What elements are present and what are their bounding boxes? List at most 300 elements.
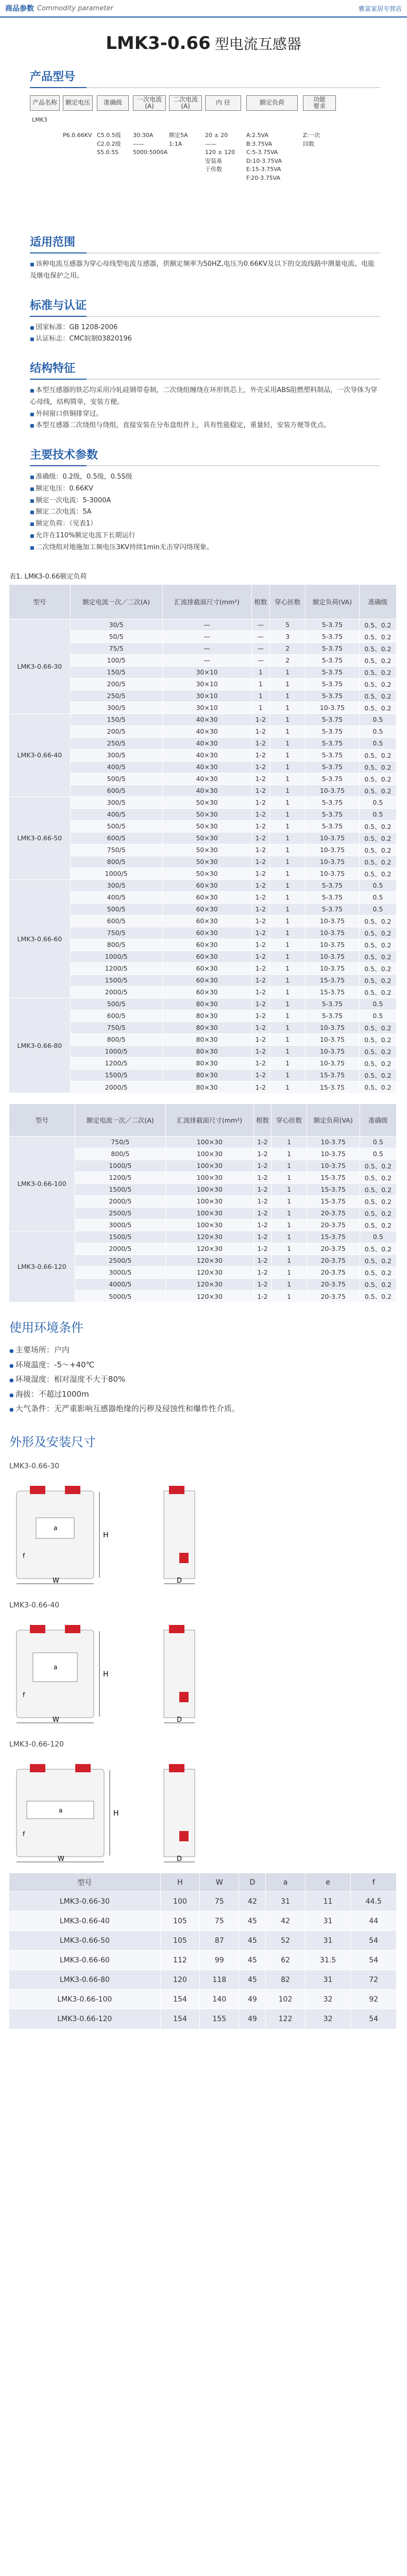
top-bar — [0, 0, 407, 18]
table-cell: 0.5、0.2 — [359, 654, 396, 666]
table-cell: 100×30 — [165, 1172, 253, 1183]
table-cell: 0.5、0.2 — [360, 1219, 396, 1231]
table-cell: 60×30 — [162, 879, 251, 891]
table-cell: 5-3.75 — [306, 1010, 360, 1022]
table-cell: 1500/5 — [70, 1069, 162, 1081]
table-cell: 30×10 — [162, 690, 251, 702]
table-cell: 5-3.75 — [306, 773, 360, 785]
table-row — [9, 1951, 397, 1970]
table-row — [9, 1990, 397, 2009]
table-cell: 5-3.75 — [306, 631, 360, 642]
table-cell: 1 — [269, 868, 305, 879]
table-cell: 1-2 — [251, 749, 269, 761]
table-cell: 1 — [269, 998, 305, 1010]
table-cell: 30×10 — [162, 666, 251, 678]
drawing-40 — [9, 1620, 397, 1728]
table-header: 型号 — [9, 1873, 160, 1892]
tech-item: ■ 额定电压：0.66KV — [30, 483, 380, 495]
table-cell: 1000/5 — [70, 951, 162, 962]
table-cell: 32 — [305, 2009, 351, 2029]
table-cell: 1 — [251, 702, 269, 714]
table-cell: 1-2 — [253, 1255, 272, 1266]
table-cell: 1-2 — [253, 1266, 272, 1278]
table-cell: 1 — [269, 962, 305, 974]
heading-env: 使用环境条件 — [9, 1320, 83, 1335]
table1-caption: 表1. LMK3-0.66额定负荷 — [9, 573, 87, 581]
table-cell: 40×30 — [162, 785, 251, 796]
tech-item: ■ 额定二次电流：5A — [30, 506, 380, 518]
table-cell: 0.5、0.2 — [359, 962, 396, 974]
table-cell: 1 — [269, 939, 305, 951]
table-cell: 15-3.75 — [306, 974, 360, 986]
table-cell: 400/5 — [70, 891, 162, 903]
table-cell: 0.5、0.2 — [359, 974, 396, 986]
table-cell: 1-2 — [251, 725, 269, 737]
table-cell: 1 — [269, 678, 305, 690]
table-cell: 200/5 — [70, 725, 162, 737]
table-cell: 0.5、0.2 — [359, 1069, 396, 1081]
table-cell: 118 — [200, 1970, 239, 1990]
table-header: 额定负荷(VA) — [306, 585, 360, 619]
model-cell: LMK3-0.66-80 — [9, 998, 70, 1093]
table-cell: 0.5、0.2 — [359, 702, 396, 714]
table-cell: 5-3.75 — [306, 678, 360, 690]
table-header: 准确级 — [360, 1104, 396, 1136]
table-row — [9, 619, 397, 631]
model-cell: LMK3-0.66-120 — [9, 1231, 75, 1302]
table-cell: 0.5、0.2 — [359, 773, 396, 785]
model-value-4: 额定5A 1:1A — [169, 132, 188, 147]
table-cell: 0.5、0.2 — [359, 1022, 396, 1033]
table-cell: 1 — [272, 1172, 307, 1183]
table-cell: 40×30 — [162, 749, 251, 761]
table-cell: 800/5 — [70, 1033, 162, 1045]
table-cell: 1 — [251, 678, 269, 690]
table-cell: 40×30 — [162, 761, 251, 773]
table-cell: 2500/5 — [75, 1255, 165, 1266]
table-cell: 1000/5 — [70, 868, 162, 879]
table-cell: 1 — [272, 1255, 307, 1266]
table-cell: 100×30 — [165, 1207, 253, 1219]
table-cell: 0.5、0.2 — [359, 749, 396, 761]
table-cell: 10-3.75 — [306, 915, 360, 927]
table-header: 型号 — [9, 585, 70, 619]
table-cell: 1-2 — [251, 796, 269, 808]
table-cell: 60×30 — [162, 986, 251, 998]
table-cell: 1-2 — [251, 962, 269, 974]
table-cell: 10-3.75 — [306, 1022, 360, 1033]
table-cell: 10-3.75 — [306, 832, 360, 844]
label-f: f — [23, 1830, 25, 1838]
table-header: e — [305, 1873, 351, 1892]
table-cell: 50×30 — [162, 820, 251, 832]
table-cell: 500/5 — [70, 998, 162, 1010]
table-cell: 5-3.75 — [306, 725, 360, 737]
table-cell: 1500/5 — [75, 1183, 165, 1195]
table-cell: 1 — [269, 891, 305, 903]
model-box-2: 准确级 — [97, 95, 129, 111]
table-cell: 1-2 — [251, 939, 269, 951]
model-cell: LMK3-0.66-60 — [9, 879, 70, 998]
model-value-2: C5.0.5级 C2.0.2级 S5.0.5S — [97, 132, 121, 156]
table-cell: — — [162, 631, 251, 642]
table-cell: 1-2 — [251, 820, 269, 832]
table-cell: 600/5 — [70, 1010, 162, 1022]
table-cell: 1000/5 — [75, 1160, 165, 1172]
table-header: W — [200, 1873, 239, 1892]
table-cell: 0.5、0.2 — [360, 1207, 396, 1219]
table-cell: 2000/5 — [70, 986, 162, 998]
table-row — [9, 1231, 397, 1243]
table-cell: 1-2 — [251, 927, 269, 939]
table-cell: 1 — [272, 1207, 307, 1219]
figure-120 — [9, 1759, 397, 1867]
table-cell: 1 — [272, 1148, 307, 1160]
table-header: 穿心匝数 — [269, 585, 305, 619]
label-D: D — [177, 1577, 182, 1585]
figure-30 — [9, 1481, 397, 1589]
scope-item: ■ 该种电流互感器为穿心母线型电流互感器，供额定频率为50HZ,电压为0.66KV及以下的交流线路中测量电流、电能及继电保护之用。 — [30, 259, 380, 282]
table-cell: 10-3.75 — [306, 844, 360, 856]
table-cell: 150/5 — [70, 714, 162, 725]
table-cell: 44.5 — [351, 1892, 397, 1911]
table-cell: 800/5 — [70, 939, 162, 951]
table-cell: 10-3.75 — [306, 868, 360, 879]
table-cell: 1 — [269, 773, 305, 785]
table-cell: 1 — [269, 986, 305, 998]
table-cell: 1 — [251, 666, 269, 678]
table-header: 汇流排截面尺寸(mm²) — [165, 1104, 253, 1136]
table-cell: 100 — [160, 1892, 199, 1911]
env-list — [9, 1343, 407, 1416]
table-header: 额定电流一次／二次(A) — [75, 1104, 165, 1136]
table-cell: 0.5、0.2 — [360, 1160, 396, 1172]
label-H: H — [103, 1670, 109, 1679]
table-cell: 10-3.75 — [306, 927, 360, 939]
table-cell: 0.5、0.2 — [359, 927, 396, 939]
model-cell: LMK3-0.66-30 — [9, 619, 70, 714]
rated-load-table — [9, 585, 397, 1093]
table-header: 根数 — [251, 585, 269, 619]
table-cell: 1-2 — [253, 1195, 272, 1207]
table-cell: 80×30 — [162, 1033, 251, 1045]
table-cell: 10-3.75 — [306, 939, 360, 951]
table-cell: 1 — [269, 915, 305, 927]
table-cell: 100×30 — [165, 1160, 253, 1172]
tech-item: ■ 二次绕组对地施加工频电压3KV持续1min无击穿闪络现象。 — [30, 542, 380, 554]
table-cell: 0.5、0.2 — [359, 1045, 396, 1057]
table-cell: 99 — [200, 1951, 239, 1970]
table-cell: 1 — [269, 820, 305, 832]
table-cell: 0.5 — [359, 725, 396, 737]
standard-list — [30, 322, 380, 346]
front-view-30 — [16, 1486, 109, 1585]
table-cell: 120×30 — [165, 1243, 253, 1255]
table-cell: 45 — [239, 1911, 266, 1931]
table-cell: 0.5 — [360, 1148, 396, 1160]
table-cell: 1-2 — [251, 1069, 269, 1081]
table-cell: 140 — [200, 1990, 239, 2009]
table-cell: 1-2 — [253, 1172, 272, 1183]
table-cell: 0.5、0.2 — [359, 820, 396, 832]
dim-model-label-3: LMK3-0.66-120 — [9, 1740, 64, 1749]
table-cell: 20-3.75 — [307, 1207, 360, 1219]
table-cell: 1 — [269, 785, 305, 796]
table-cell: 1 — [269, 761, 305, 773]
table-cell: LMK3-0.66-80 — [9, 1970, 160, 1990]
table-cell: 1 — [269, 1081, 305, 1093]
table-cell: 1 — [269, 725, 305, 737]
table-cell: 1 — [269, 714, 305, 725]
figure-40 — [9, 1620, 397, 1728]
table-row — [9, 796, 397, 808]
table-cell: 0.5 — [359, 796, 396, 808]
table-cell: 105 — [160, 1911, 199, 1931]
table-cell: 0.5、0.2 — [359, 678, 396, 690]
divider — [30, 316, 380, 317]
table-cell: 32 — [305, 1990, 351, 2009]
table-cell: 20-3.75 — [307, 1219, 360, 1231]
table-cell: 1 — [269, 1022, 305, 1033]
table-cell: 100×30 — [165, 1195, 253, 1207]
table-cell: 1 — [269, 927, 305, 939]
table-cell: 52 — [266, 1931, 305, 1951]
table-cell: 200/5 — [70, 678, 162, 690]
table-cell: 80×30 — [162, 998, 251, 1010]
front-view-40 — [16, 1625, 109, 1724]
heading-dims: 外形及安装尺寸 — [9, 1434, 96, 1449]
table-cell: 20-3.75 — [307, 1255, 360, 1266]
table-cell: 1-2 — [251, 868, 269, 879]
table-cell: 1-2 — [253, 1136, 272, 1148]
table-cell: 1-2 — [253, 1243, 272, 1255]
table-cell: 0.5 — [359, 808, 396, 820]
table-cell: 0.5、0.2 — [359, 761, 396, 773]
table-cell: 0.5、0.2 — [360, 1278, 396, 1290]
table-cell: 105 — [160, 1931, 199, 1951]
table-header: 汇流排截面尺寸(mm²) — [162, 585, 251, 619]
table-cell: 1-2 — [251, 915, 269, 927]
table-cell: 1-2 — [253, 1219, 272, 1231]
table-cell: 0.5、0.2 — [359, 986, 396, 998]
table-cell: 800/5 — [70, 856, 162, 868]
table-cell: 40×30 — [162, 773, 251, 785]
table-cell: 10-3.75 — [306, 702, 360, 714]
table-cell: 120×30 — [165, 1231, 253, 1243]
table-cell: 60×30 — [162, 927, 251, 939]
table-row — [9, 714, 397, 725]
table-cell: 1 — [269, 832, 305, 844]
table-cell: 0.5、0.2 — [359, 868, 396, 879]
table-cell: 0.5、0.2 — [359, 939, 396, 951]
table-header: a — [266, 1873, 305, 1892]
section-title-cn: 商品参数 — [5, 5, 34, 13]
table-row — [9, 1931, 397, 1951]
model-value-6: A:2.5VA B:3.75VA C:5-3.75VA D:10-3.75VA E:15-3.75VA F:20-3.75VA — [246, 132, 282, 181]
table-cell: 10-3.75 — [307, 1160, 360, 1172]
table-cell: 100×30 — [165, 1183, 253, 1195]
table-cell: 300/5 — [70, 702, 162, 714]
table-cell: 44 — [351, 1911, 397, 1931]
table-cell: 1 — [269, 702, 305, 714]
table-cell: 5-3.75 — [306, 619, 360, 631]
table-cell: 1-2 — [251, 832, 269, 844]
table-cell: 100×30 — [165, 1136, 253, 1148]
table-cell: 5-3.75 — [306, 666, 360, 678]
table-cell: 75 — [200, 1911, 239, 1931]
model-box-6: 额定负荷 — [246, 95, 298, 111]
table-cell: 20-3.75 — [307, 1278, 360, 1290]
table-header: 额定负荷(VA) — [307, 1104, 360, 1136]
table-cell: 0.5、0.2 — [359, 832, 396, 844]
table-cell: 1-2 — [251, 761, 269, 773]
table-cell: 0.5、0.2 — [359, 642, 396, 654]
table-cell: 1 — [272, 1136, 307, 1148]
table-cell: 5-3.75 — [306, 879, 360, 891]
model-value-5: 20 ± 20 —— 120 ± 120 安装基 于传数 — [205, 132, 235, 173]
table-cell: 100×30 — [165, 1219, 253, 1231]
table-cell: 5-3.75 — [306, 796, 360, 808]
table-cell: 1-2 — [251, 856, 269, 868]
table-cell: 1 — [269, 879, 305, 891]
table-cell: 0.5、0.2 — [359, 951, 396, 962]
table-cell: 10-3.75 — [306, 1057, 360, 1069]
table-cell: — — [251, 631, 269, 642]
table-cell: 600/5 — [70, 832, 162, 844]
table-cell: — — [162, 642, 251, 654]
table-cell: 5-3.75 — [306, 737, 360, 749]
table-cell: 1 — [269, 808, 305, 820]
table-cell: 15-3.75 — [306, 1081, 360, 1093]
table-cell: 0.5、0.2 — [359, 915, 396, 927]
model-box-0: 产品名称 — [30, 95, 60, 111]
table-cell: 500/5 — [70, 820, 162, 832]
table-cell: 0.5、0.2 — [359, 1033, 396, 1045]
table-cell: 42 — [239, 1892, 266, 1911]
table-cell: 50×30 — [162, 844, 251, 856]
table-cell: 1 — [272, 1266, 307, 1278]
table-cell: 1 — [272, 1243, 307, 1255]
front-view-120 — [16, 1764, 119, 1863]
table-cell: 1 — [269, 1045, 305, 1057]
table-cell: 49 — [239, 2009, 266, 2029]
title-name: 型电流互感器 — [214, 36, 301, 53]
table-cell: 1200/5 — [70, 962, 162, 974]
model-box-7: 功能 要求 — [303, 95, 336, 111]
table-cell: 3000/5 — [75, 1219, 165, 1231]
table-cell: 45 — [239, 1931, 266, 1951]
model-value-3: 30:30A —— 5000:5000A — [133, 132, 168, 156]
table-cell: 1 — [269, 974, 305, 986]
table-cell: LMK3-0.66-50 — [9, 1931, 160, 1951]
table-cell: 1 — [269, 796, 305, 808]
table-row — [9, 998, 397, 1010]
table-cell: 1200/5 — [75, 1172, 165, 1183]
divider — [30, 465, 380, 466]
table-cell: 2500/5 — [75, 1207, 165, 1219]
model-box-1: 额定电压 — [63, 95, 93, 111]
table-cell: 87 — [200, 1931, 239, 1951]
table-cell: 1 — [269, 903, 305, 915]
table-cell: — — [162, 654, 251, 666]
side-view-120 — [164, 1764, 195, 1863]
table-cell: 0.5 — [360, 1136, 396, 1148]
table-cell: 1 — [272, 1183, 307, 1195]
table-cell: 1200/5 — [70, 1057, 162, 1069]
table-cell: 50×30 — [162, 808, 251, 820]
table-cell: 1-2 — [251, 998, 269, 1010]
table-cell: — — [251, 642, 269, 654]
table-cell: — — [251, 654, 269, 666]
table-cell: 1-2 — [251, 773, 269, 785]
structure-item: ■ 本型互感器二次绕组与绕组，直接安装在分布盘组件上，具有性能稳定，重量轻，安装方便等优点。 — [30, 420, 380, 432]
table-cell: 1-2 — [251, 891, 269, 903]
table-cell: 0.5 — [359, 737, 396, 749]
table-cell: 155 — [200, 2009, 239, 2029]
divider — [30, 379, 380, 380]
heading-tech: 主要技术参数 — [30, 449, 98, 462]
heading-product-model: 产品型号 — [30, 71, 76, 83]
side-view-30 — [164, 1486, 195, 1585]
table-cell: 0.5、0.2 — [360, 1255, 396, 1266]
table-cell: 62 — [266, 1951, 305, 1970]
label-a: a — [59, 1806, 63, 1814]
table-cell: 0.5 — [359, 1010, 396, 1022]
table-header: D — [239, 1873, 266, 1892]
table-cell: 15-3.75 — [306, 1069, 360, 1081]
standard-item: ■ 国家标准：GB 1208-2006 — [30, 322, 380, 334]
shop-name[interactable]: 雅富家居专营店 — [358, 5, 402, 12]
table-cell: 1 — [269, 1057, 305, 1069]
table-cell: 1-2 — [251, 1081, 269, 1093]
table-cell: 750/5 — [70, 844, 162, 856]
heading-standard: 标准与认证 — [30, 299, 87, 312]
table-cell: 40×30 — [162, 725, 251, 737]
table-cell: 80×30 — [162, 1022, 251, 1033]
table-cell: 0.5、0.2 — [360, 1195, 396, 1207]
table-cell: 75 — [200, 1892, 239, 1911]
table-cell: 80×30 — [162, 1045, 251, 1057]
table-cell: 50×30 — [162, 832, 251, 844]
table-cell: 50×30 — [162, 856, 251, 868]
table-cell: 120×30 — [165, 1290, 253, 1302]
table-cell: 120 — [160, 1970, 199, 1990]
table-cell: 50×30 — [162, 868, 251, 879]
label-a: a — [54, 1663, 58, 1671]
table-header: 准确级 — [359, 585, 396, 619]
table-cell: LMK3-0.66-60 — [9, 1951, 160, 1970]
table-cell: 60×30 — [162, 939, 251, 951]
table-cell: 1-2 — [251, 714, 269, 725]
model-box-3: 一次电流 (A) — [133, 95, 166, 111]
label-W: W — [58, 1855, 64, 1863]
model-code-diagram — [30, 95, 380, 219]
table-cell: 112 — [160, 1951, 199, 1970]
divider — [30, 252, 380, 253]
side-view-40 — [164, 1625, 195, 1724]
table-cell: 1-2 — [251, 785, 269, 796]
table-cell: 750/5 — [75, 1136, 165, 1148]
table-cell: 4000/5 — [75, 1278, 165, 1290]
table-cell: 31 — [305, 1970, 351, 1990]
table-cell: 20-3.75 — [307, 1243, 360, 1255]
label-D: D — [177, 1855, 182, 1863]
table-cell: 1 — [269, 856, 305, 868]
table-cell: 500/5 — [70, 903, 162, 915]
table-cell: 1-2 — [253, 1278, 272, 1290]
table-cell: 1-2 — [251, 1057, 269, 1069]
model-box-4: 二次电流 (A) — [169, 95, 202, 111]
